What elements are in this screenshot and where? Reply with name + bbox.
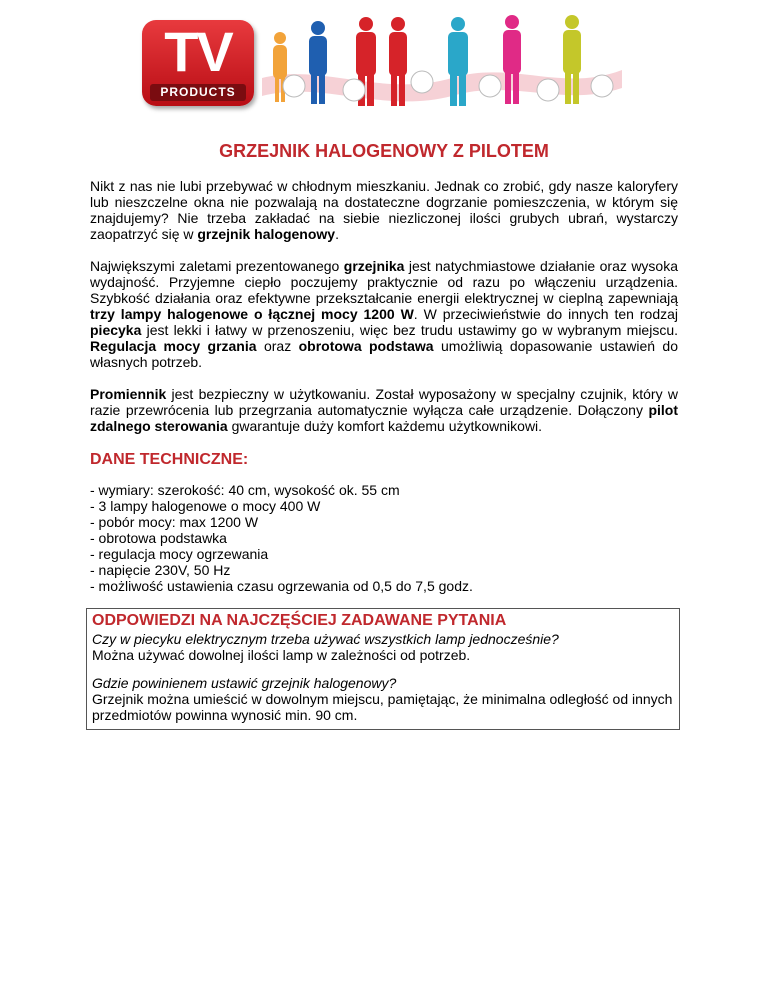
faq-question: Gdzie powinienem ustawić grzejnik halogenowy? <box>92 675 397 691</box>
people-silhouettes-graphic <box>262 8 622 112</box>
faq-box <box>86 608 680 730</box>
logo-badge <box>142 20 254 106</box>
advantages-text-g: umożliwią dopasowanie ustawień do własnych potrzeb. <box>90 338 679 370</box>
safety-bold-remote: pilot zdalnego sterowania <box>90 402 678 434</box>
safety-bold-promiennik: Promiennik <box>90 386 167 402</box>
safety-paragraph <box>90 386 678 434</box>
faq-question: Czy w piecyku elektrycznym trzeba używać wszystkich lamp jednocześnie? <box>92 631 559 647</box>
faq-heading: ODPOWIEDZI NA NAJCZĘŚCIEJ ZADAWANE PYTANIA <box>92 612 507 629</box>
advantages-bold-regulation: Regulacja mocy grzania <box>90 338 257 354</box>
intro-bold-product: grzejnik halogenowy <box>197 226 336 242</box>
advantages-text-d: . W przeciwieństwie do innych ten rodzaj <box>413 306 678 322</box>
logo-products-text: PRODUCTS <box>150 84 246 101</box>
intro-end: . <box>335 226 339 242</box>
specs-list <box>90 482 678 594</box>
list-item: - obrotowa podstawka <box>90 530 227 546</box>
advantages-text-e: jest lekki i łatwy w przenoszeniu, więc bez trudu ustawimy go w wybranym miejscu. <box>141 322 678 338</box>
advantages-bold-lamps: trzy lampy halogenowe o łącznej mocy 1200 W <box>90 306 414 322</box>
intro-paragraph <box>90 178 678 242</box>
article-content <box>90 140 678 730</box>
specs-heading: DANE TECHNICZNE: <box>90 451 249 468</box>
intro-text: Nikt z nas nie lubi przebywać w chłodnym mieszkaniu. Jednak co zrobić, gdy nasze kaloryfery lub nieszczelne okna nie pozwalają na dostateczne dogrzanie pomieszczenia, w którym się znajdujemy? Nie trzeba zakładać na siebie niezliczonej ilości grubych ubrań, wystarczy zaopatrzyć się w <box>90 178 678 242</box>
advantages-text-a: Największymi zaletami prezentowanego <box>90 258 344 274</box>
advantages-text-c: jest natychmiastowe działanie oraz wysoka wydajność. Przyjemne ciepło poczujemy praktycznie od razu po włączeniu urządzenia. Szybkość działania oraz efektywne przekształcanie energii elektrycznej w cieplną zapewniają <box>90 258 679 306</box>
list-item: - napięcie 230V, 50 Hz <box>90 562 231 578</box>
list-item: - pobór mocy: max 1200 W <box>90 514 259 530</box>
faq-answer: Grzejnik można umieścić w dowolnym miejscu, pamiętając, że minimalna odległość od innych przedmiotów powinna wynosić min. 90 cm. <box>92 691 673 723</box>
advantages-bold-piecyka: piecyka <box>90 322 142 338</box>
advantages-text-f: oraz <box>256 338 299 354</box>
list-item: - wymiary: szerokość: 40 cm, wysokość ok. 55 cm <box>90 482 400 498</box>
safety-text-b: gwarantuje duży komfort każdemu użytkownikowi. <box>227 418 543 434</box>
advantages-paragraph <box>90 258 678 370</box>
page-title: GRZEJNIK HALOGENOWY Z PILOTEM <box>219 141 549 161</box>
list-item: - możliwość ustawienia czasu ogrzewania od 0,5 do 7,5 godz. <box>90 578 473 594</box>
faq-answer: Można używać dowolnej ilości lamp w zależności od potrzeb. <box>92 647 471 663</box>
list-item: - 3 lampy halogenowe o mocy 400 W <box>90 498 321 514</box>
advantages-bold-grzejnika: grzejnika <box>343 258 405 274</box>
list-item: - regulacja mocy ogrzewania <box>90 546 269 562</box>
tv-products-logo[interactable] <box>142 20 254 106</box>
safety-text-a: jest bezpieczny w użytkowaniu. Został wyposażony w specjalny czujnik, który w razie przewrócenia lub przegrzania automatycznie wyłącza całe urządzenie. Dołączony <box>90 386 678 418</box>
logo-tv-text: TV <box>164 20 232 83</box>
header-banner <box>0 0 768 120</box>
advantages-bold-base: obrotowa podstawa <box>298 338 434 354</box>
